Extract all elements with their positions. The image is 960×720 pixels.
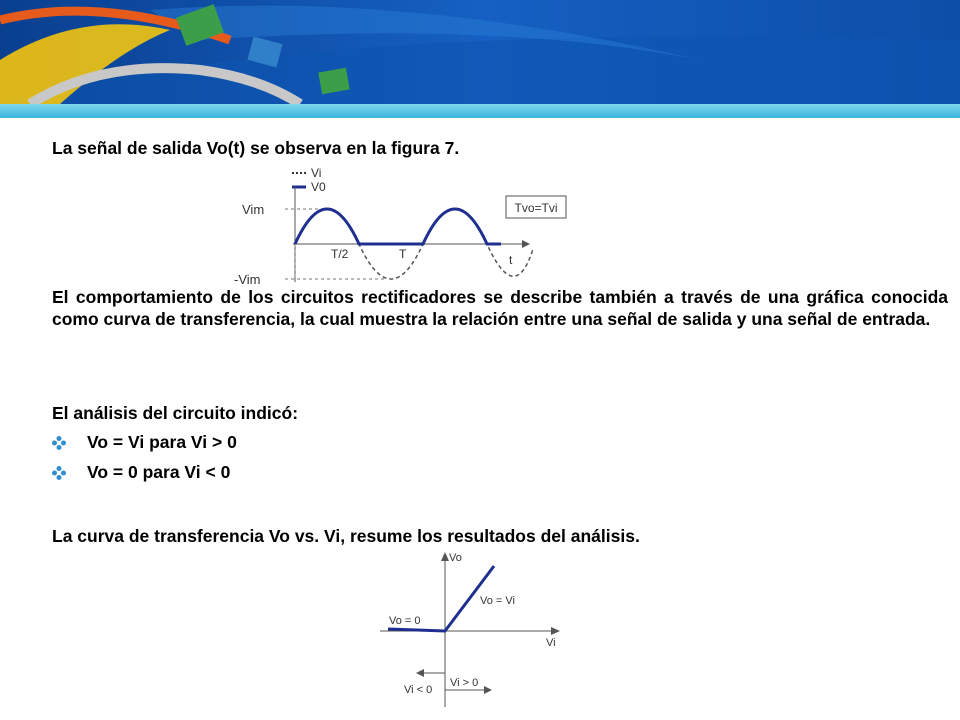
- bullet-text: Vo = 0 para Vi < 0: [87, 462, 231, 482]
- neg-region-label: Vi < 0: [404, 684, 433, 696]
- intro-text: La señal de salida Vo(t) se observa en la figura 7.: [52, 138, 460, 158]
- slope-label: Vo = Vi: [480, 595, 515, 607]
- transfer-paragraph: El comportamiento de los circuitos rectificadores se describe también a través de una gráfica conocida como curva de transferencia, la cual muestra la relación entre una señal de salida y una señal de entrada.: [52, 287, 948, 329]
- transfer-curve-figure: [360, 547, 570, 717]
- analysis-heading: El análisis del circuito indicó:: [52, 403, 299, 423]
- diamond-bullet-icon: [52, 466, 66, 480]
- half-period-label: T/2: [331, 247, 349, 261]
- diamond-bullet-icon: [52, 436, 66, 450]
- t-axis-label: t: [509, 253, 513, 267]
- zero-label: Vo = 0: [389, 615, 421, 627]
- neg-region-arrowhead: [416, 669, 424, 677]
- bullet-text: Vo = Vi para Vi > 0: [87, 432, 237, 452]
- period-note: Tvo=Tvi: [514, 201, 558, 215]
- figure-7-waveform: [225, 160, 570, 285]
- vim-label: Vim: [242, 202, 265, 217]
- t-axis-arrow: [522, 240, 530, 248]
- bullet-item: [52, 462, 230, 483]
- vo-axis-label: Vo: [449, 552, 462, 564]
- vi-axis-label: Vi: [546, 637, 556, 649]
- summary-text: La curva de transferencia Vo vs. Vi, resume los resultados del análisis.: [52, 526, 640, 546]
- vo-waveform: [295, 209, 501, 244]
- header-banner: [0, 0, 960, 118]
- legend-vi-label: Vi: [311, 166, 322, 180]
- neg-vim-label: -Vim: [234, 272, 261, 285]
- pos-region-label: Vi > 0: [450, 677, 479, 689]
- pos-region-arrowhead: [484, 686, 492, 694]
- vi-axis-arrow: [551, 627, 560, 635]
- legend-vo-label: V0: [311, 180, 326, 194]
- bullet-item: [52, 432, 237, 453]
- vo-axis-arrow: [441, 552, 449, 561]
- period-label: T: [399, 247, 407, 261]
